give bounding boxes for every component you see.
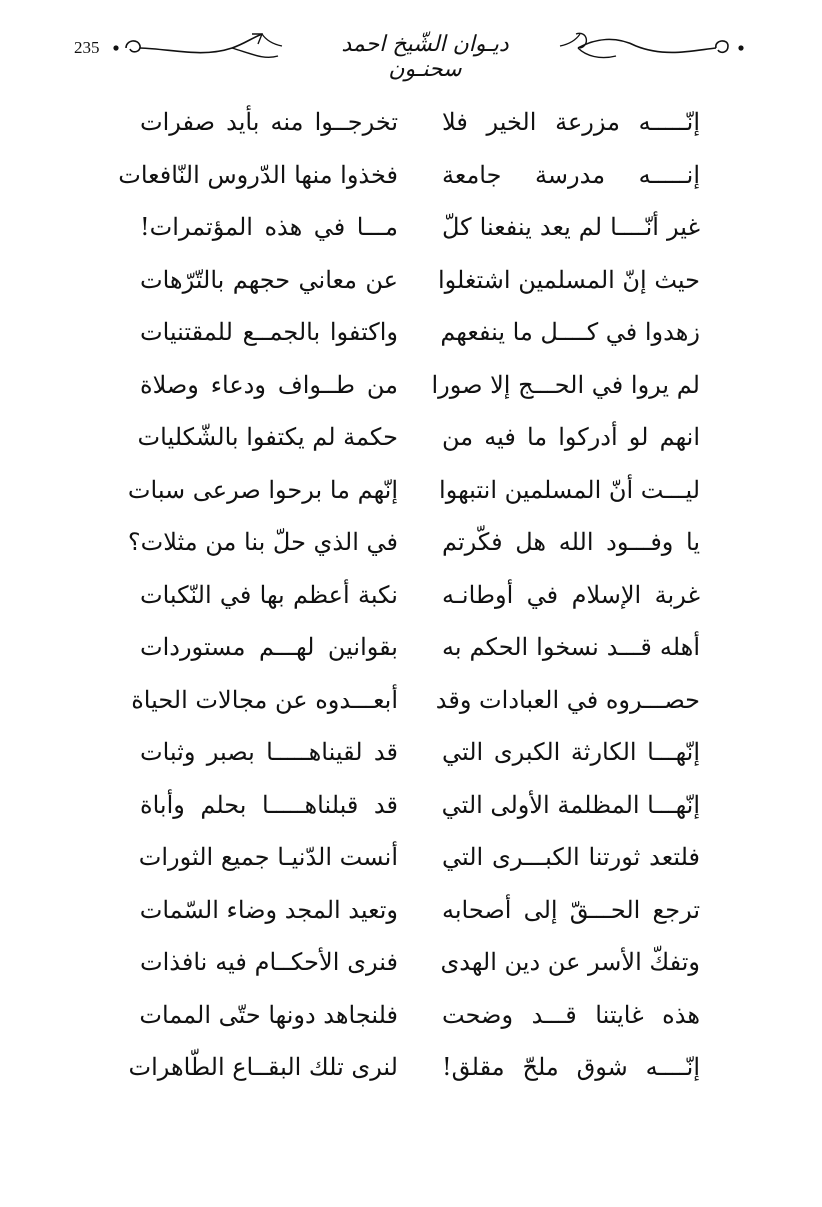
second-hemistich: فلنجاهد دونها حتّى الممات [139,1000,398,1029]
verse-row [140,938,700,991]
second-hemistich: قد لقيناهـــــا بصبر وثبات [140,738,398,766]
verse-row [140,886,700,939]
second-hemistich: مـــا في هذه المؤتمرات! [140,213,398,241]
verse-row [131,676,700,729]
first-hemistich: غربة الإسلام في أوطانـه [442,580,700,609]
second-hemistich: في الذي حلّ بنا من مثلات؟ [127,528,398,556]
second-hemistich: عن معاني حجهم بالتّرّهات [140,265,398,294]
second-hemistich: أبعـــدوه عن مجالات الحياة [131,685,398,714]
first-hemistich: إنّــــه شوق ملحّ مقلق! [442,1053,700,1081]
second-hemistich: نكبة أعظم بها في النّكبات [140,580,398,609]
first-hemistich: انهم لو أدركوا ما فيه من [442,423,700,451]
verse-row [140,256,700,309]
second-hemistich: من طــواف ودعاء وصلاة [140,370,398,399]
second-hemistich: بقوانين لهـــم مستوردات [140,633,398,661]
verse-row [140,623,700,676]
poem-body [118,98,700,1096]
verse-row [140,98,700,151]
first-hemistich: ليـــت أنّ المسلمين انتبهوا [439,475,700,504]
verse-row [140,728,700,781]
second-hemistich: لنرى تلك البقــاع الطّاهرات [128,1053,398,1081]
first-hemistich: ترجع الحـــقّ إلى أصحابه [442,895,700,924]
right-flourish-ornament [556,26,746,70]
first-hemistich: هذه غايتنا قـــد وضحت [442,1000,700,1029]
page-number: 235 [74,38,100,57]
second-hemistich: حكمة لم يكتفوا بالشّكليات [137,423,398,451]
verse-row [140,991,700,1044]
first-hemistich: غير أنّــــا لم يعد ينفعنا كلّ [442,213,700,241]
verse-row [118,151,700,204]
verse-row [140,308,700,361]
first-hemistich: لم يروا في الحـــج إلا صورا [431,370,700,399]
first-hemistich: يا وفـــود الله هل فكّرتم [442,528,700,556]
second-hemistich: تخرجــوا منه بأيد صفرات [140,108,398,136]
left-flourish-ornament [112,26,284,70]
first-hemistich: زهدوا في كــــل ما ينفعهم [440,318,700,346]
verse-row [140,203,700,256]
book-title: ديـوان الشّيخ احمد سحنـون [341,32,509,82]
second-hemistich: أنست الدّنيـا جميع الثورات [138,843,398,871]
verse-row [140,361,700,414]
verse-row [140,571,700,624]
second-hemistich: فنرى الأحكــام فيه نافذات [140,948,398,976]
second-hemistich: قد قبلناهـــــا بحلم وأباة [140,790,398,819]
first-hemistich: إنّـــــه مزرعة الخير فلا [442,108,700,136]
second-hemistich: وتعيد المجد وضاء السّمات [139,895,398,924]
second-hemistich: فخذوا منها الدّروس النّافعات [118,160,398,189]
verse-row [140,781,700,834]
first-hemistich: حيث إنّ المسلمين اشتغلوا [437,265,700,294]
second-hemistich: إنّهم ما برحوا صرعى سبات [127,475,398,504]
first-hemistich: فلتعد ثورتنا الكبـــرى التي [442,843,700,871]
second-hemistich: واكتفوا بالجمــع للمقتنيات [140,318,398,346]
page-header [60,22,770,82]
verse-row [127,518,700,571]
verse-row [137,413,700,466]
first-hemistich: وتفكّ الأسر عن دين الهدى [440,948,700,976]
first-hemistich: إنّهـــا المظلمة الأولى التي [441,790,700,819]
first-hemistich: إنّهـــا الكارثة الكبرى التي [442,738,700,766]
verse-row [140,833,700,886]
first-hemistich: إنـــــه مدرسة جامعة [442,160,700,189]
verse-row [128,1043,700,1096]
verse-row [127,466,700,519]
first-hemistich: حصـــروه في العبادات وقد [435,685,700,714]
first-hemistich: أهله قـــد نسخوا الحكم به [442,633,700,661]
